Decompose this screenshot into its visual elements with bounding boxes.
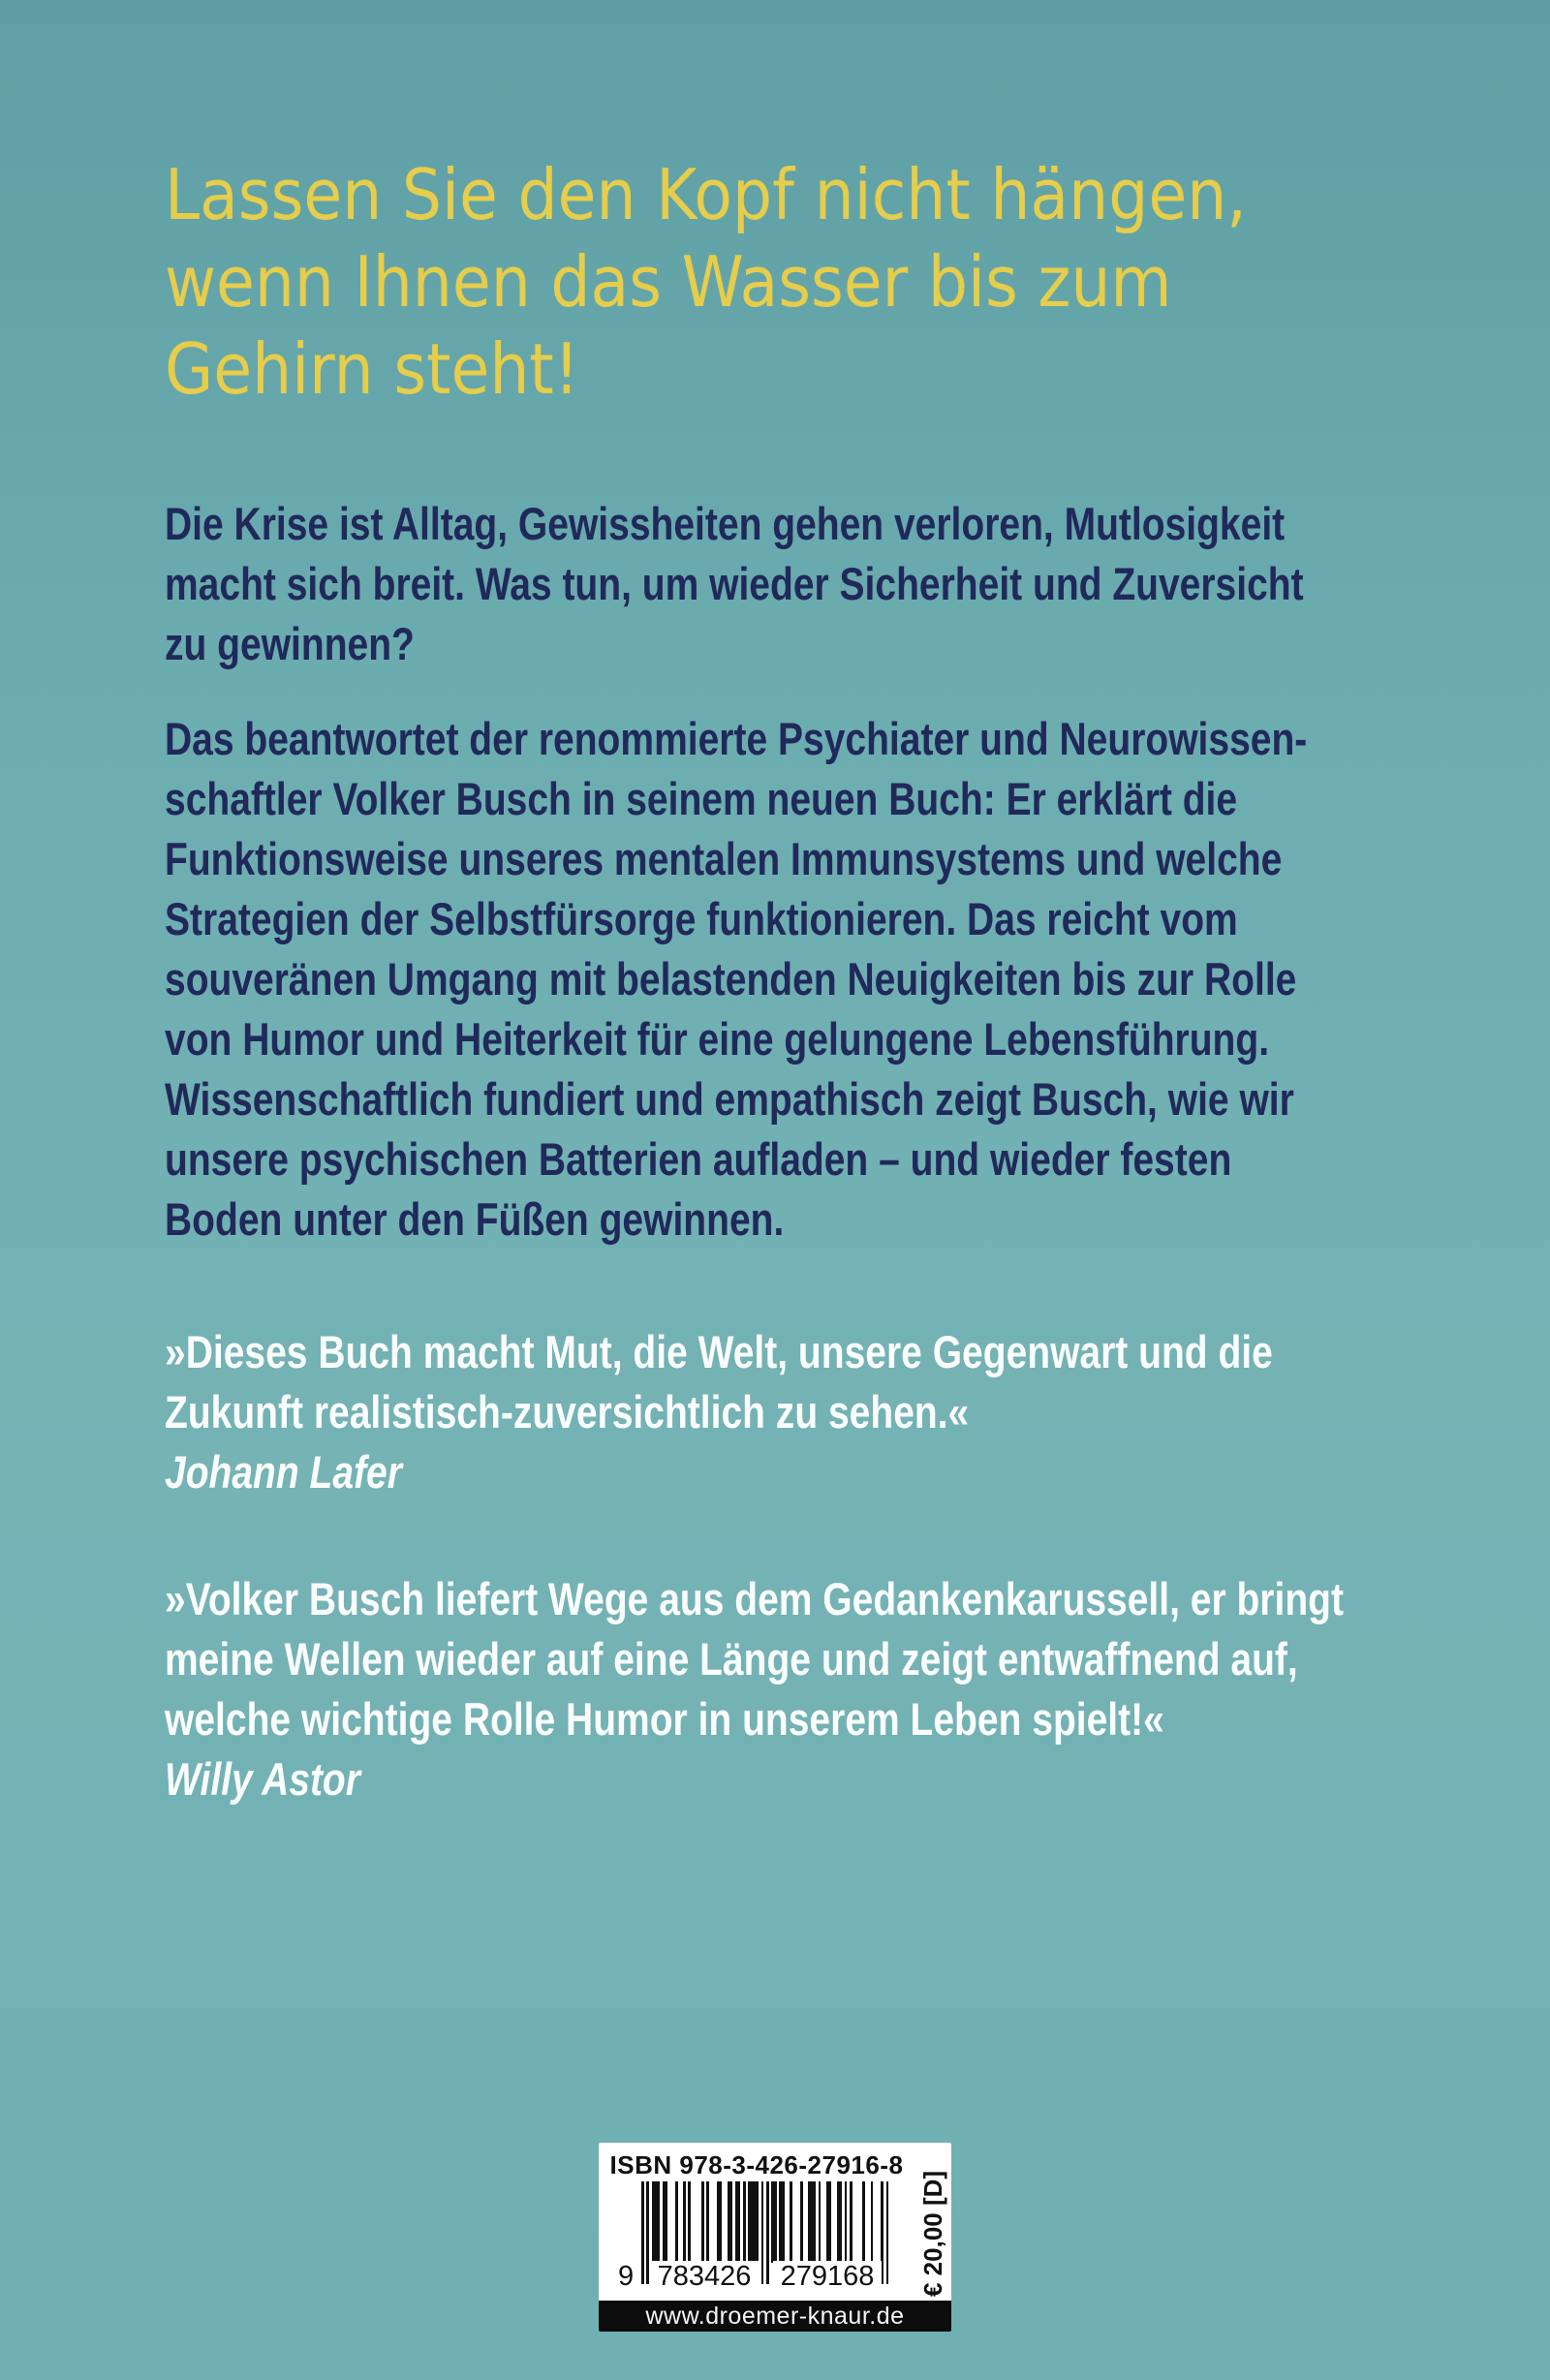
barcode-digits-right-group: 279168 xyxy=(773,2261,882,2290)
quote-johann-lafer xyxy=(165,1322,1273,1502)
quote-willy-astor xyxy=(165,1569,1344,1809)
description-paragraph: Das beantwortet der renommierte Psychiater und Neurowissen- schaftler Volker Busch in seinem neuen Buch: Er erklärt die Funktionsweise unseres mentalen Immunsystems und welche Strategien der Selbstfürsorge funktionieren. Das reicht vom souveränen Umgang mit belastenden Neuigkeiten bis zur Rolle von Humor und Heiterkeit für eine gelungene Lebensführung. Wissenschaftlich fundiert und empathisch zeigt Busch, wie wir unsere psychischen Batterien aufladen – und wieder festen Boden unter den Füßen gewinnen. xyxy=(165,713,1308,1245)
isbn-number: ISBN 978-3-426-27916-8 xyxy=(609,2150,904,2179)
quote-text: »Volker Busch liefert Wege aus dem Gedankenkarussell, er bringt meine Wellen wieder auf eine Länge und zeigt entwaffnend auf, welche wichtige Rolle Humor in unserem Leben spielt!« xyxy=(165,1573,1344,1745)
barcode-digit-leading: 9 xyxy=(618,2261,635,2292)
quote-attribution: Willy Astor xyxy=(165,1753,360,1805)
quote-text: »Dieses Buch macht Mut, die Welt, unsere Gegenwart und die Zukunft realistisch-zuversichtlich zu sehen.« xyxy=(165,1326,1273,1437)
isbn-label xyxy=(599,2143,951,2332)
barcode xyxy=(618,2181,890,2292)
quote-attribution: Johann Lafer xyxy=(165,1446,402,1498)
price-tag: € 20,00 [D] xyxy=(918,2170,947,2298)
publisher-website: www.droemer-knaur.de xyxy=(599,2301,951,2332)
isbn-label-white-panel xyxy=(599,2143,951,2301)
headline: Lassen Sie den Kopf nicht hängen, wenn Ihnen das Wasser bis zum Gehirn steht! xyxy=(165,154,1247,410)
barcode-digits-left-group: 783426 xyxy=(650,2261,759,2290)
intro-paragraph: Die Krise ist Alltag, Gewissheiten gehen verloren, Mutlosigkeit macht sich breit. Was tun, um wieder Sicherheit und Zuversicht zu gewinnen? xyxy=(165,498,1304,669)
